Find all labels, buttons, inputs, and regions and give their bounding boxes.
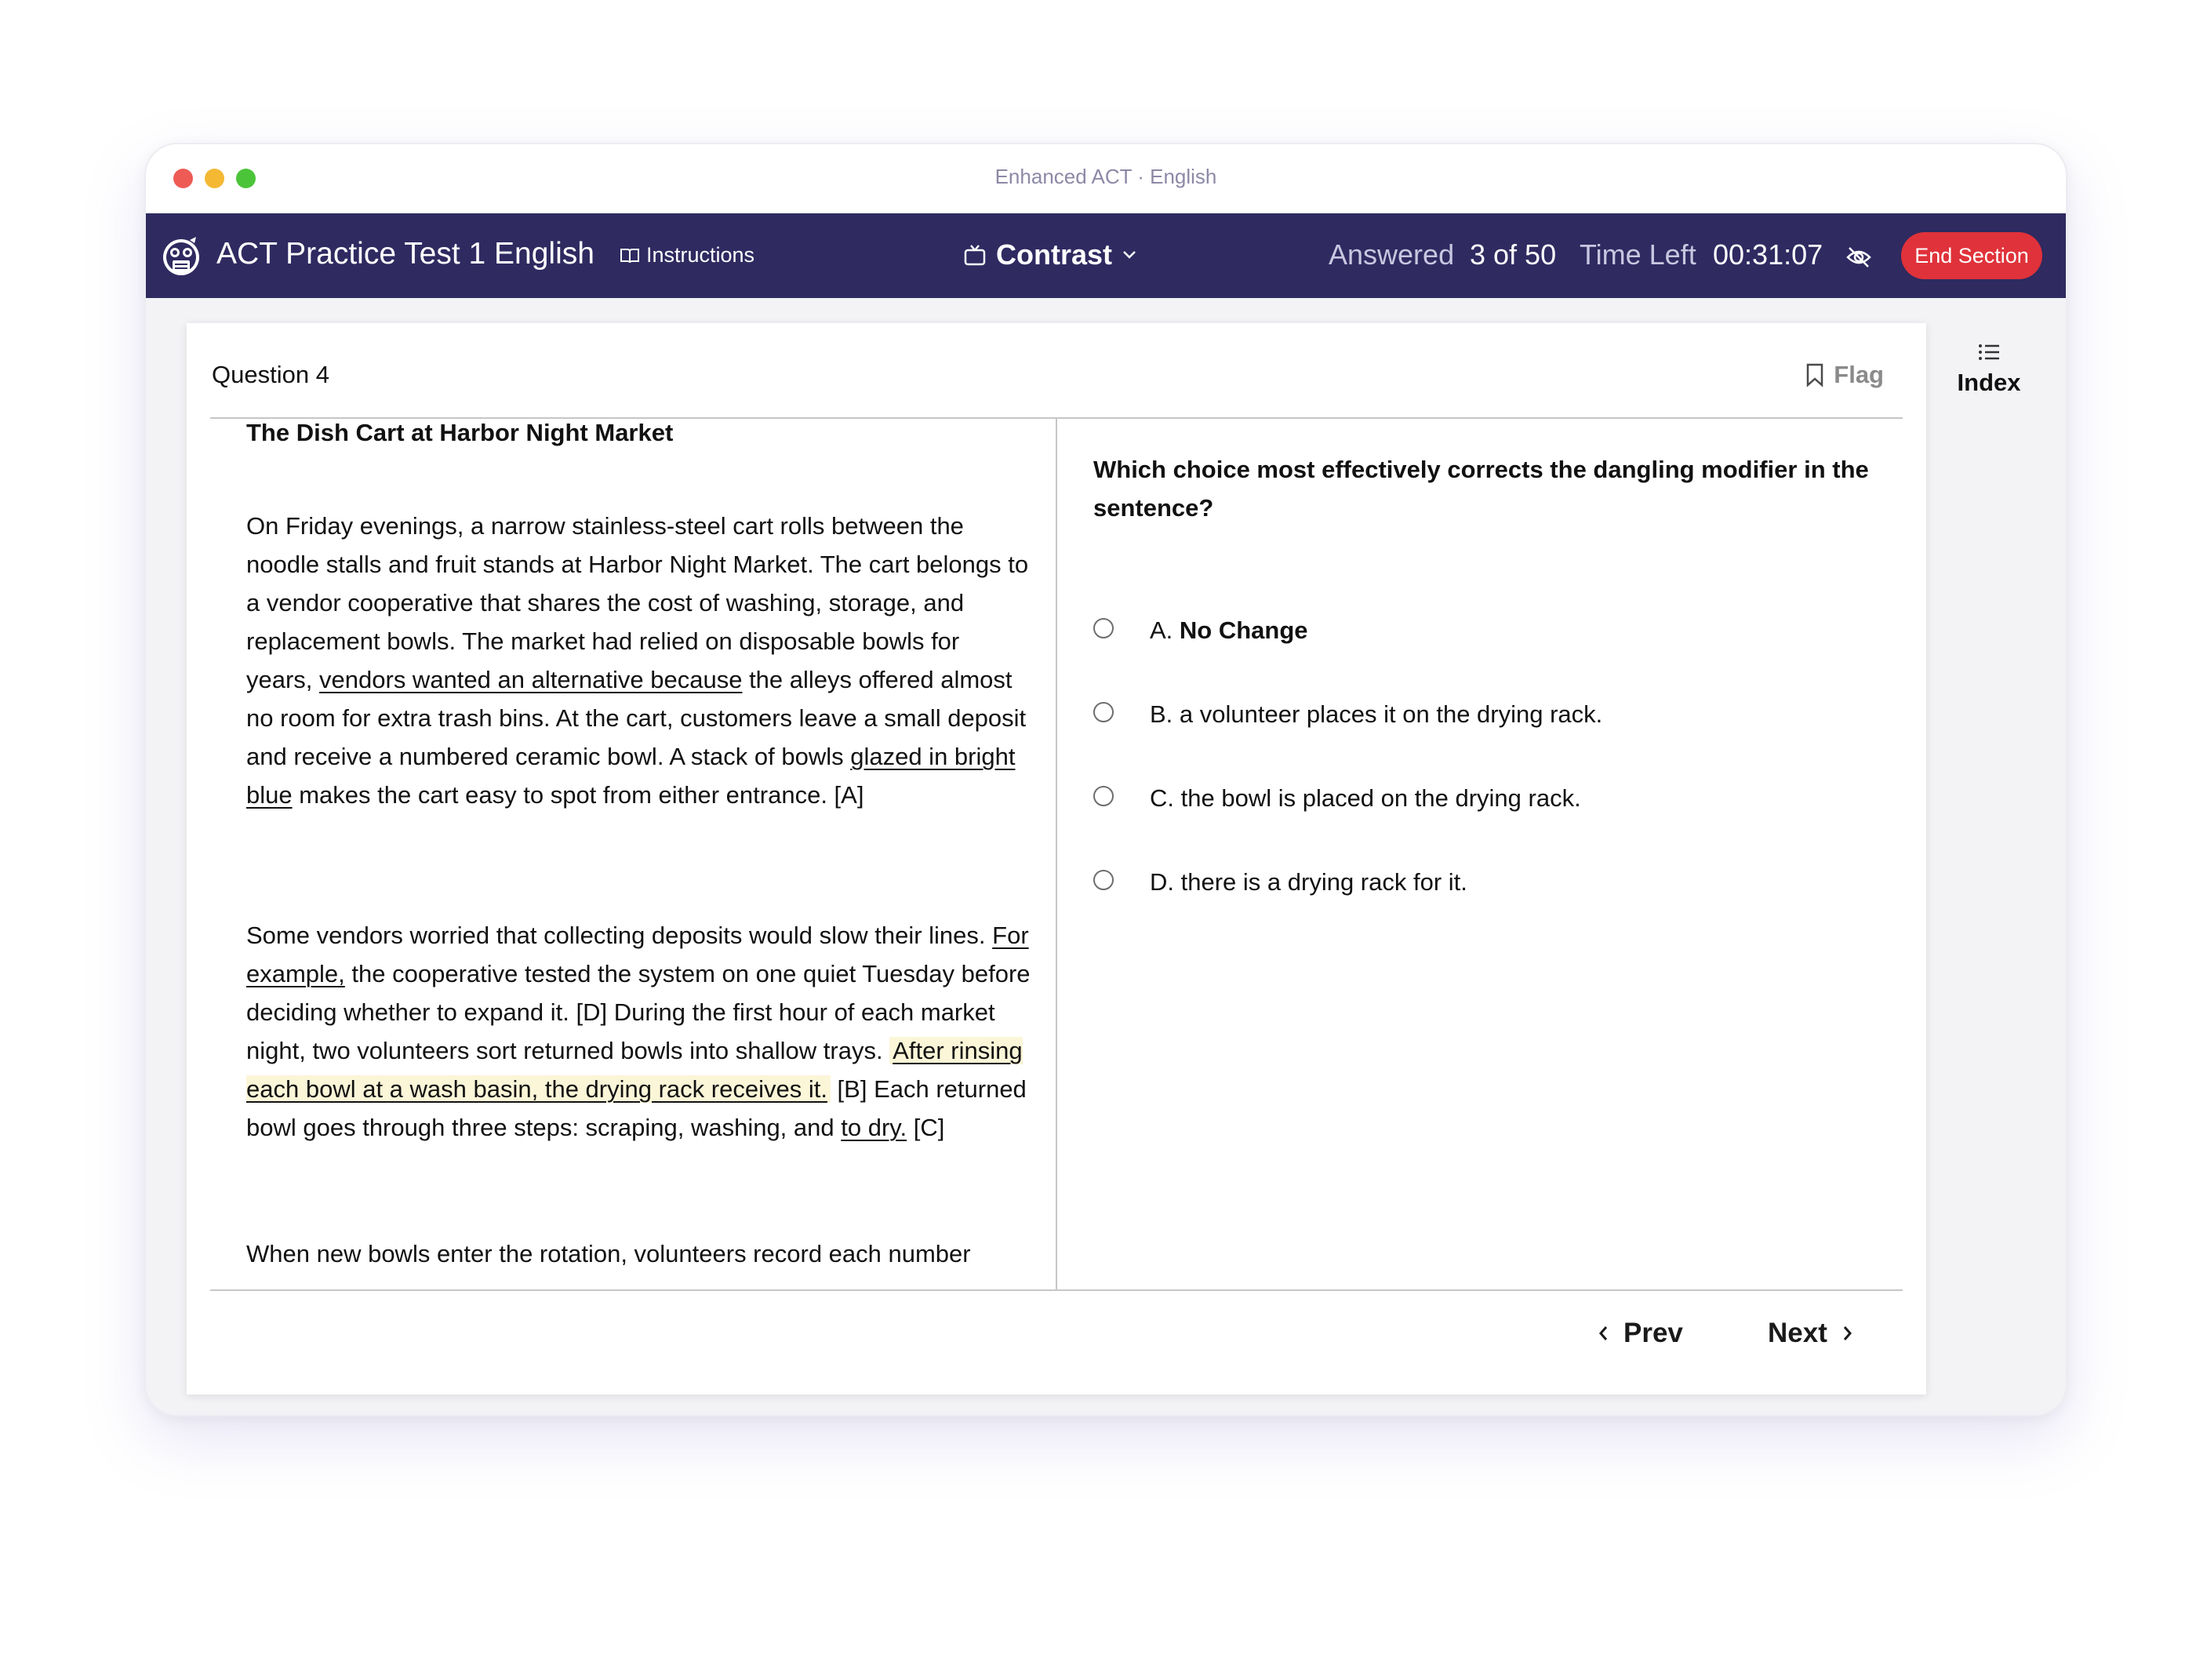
flag-label: Flag xyxy=(1834,361,1884,388)
next-button[interactable] xyxy=(1768,1318,1854,1349)
flag-button[interactable] xyxy=(1805,361,1884,389)
prev-button[interactable] xyxy=(1597,1318,1683,1349)
chevron-left-icon xyxy=(1597,1324,1609,1343)
eye-off-icon[interactable] xyxy=(1845,243,1873,271)
option-text: there is a drying rack for it. xyxy=(1180,868,1467,896)
option-letter: A. xyxy=(1150,616,1173,644)
radio-button[interactable] xyxy=(1093,618,1114,638)
end-section-button[interactable]: End Section xyxy=(1901,232,2042,279)
app-header xyxy=(146,213,2066,298)
question-number: Question 4 xyxy=(212,361,329,388)
answer-option-a[interactable] xyxy=(1093,607,1862,654)
contrast-dropdown[interactable] xyxy=(963,238,1137,271)
book-icon xyxy=(620,247,640,264)
answer-option-d[interactable] xyxy=(1093,859,1862,906)
contrast-label: Contrast xyxy=(996,238,1113,271)
answered-count: 3 of 50 xyxy=(1470,238,1557,271)
underlined-portion[interactable]: glazed in bright blue xyxy=(246,743,1016,809)
chevron-right-icon xyxy=(1842,1324,1854,1343)
highlighted-target-sentence[interactable]: After rinsing each bowl at a wash basin, the drying rack receives it. xyxy=(246,1037,1023,1103)
question-card xyxy=(187,323,1926,1395)
answered-label: Answered xyxy=(1329,238,1455,271)
instructions-label: Instructions xyxy=(646,243,755,267)
passage-paragraph-2: Some vendors worried that collecting deposits would slow their lines. For example, the cooperative tested the system on one quiet Tuesday before deciding whether to expand it. [D] During the first hour of each market night, two volunteers sort returned bowls into shallow trays. After rinsing each bowl at a wash basin, the drying rack receives it. [B] Each returned bowl goes through three steps: scraping, washing, and to dry. [C] xyxy=(246,922,1031,1141)
passage-paragraph-1: On Friday evenings, a narrow stainless-steel cart rolls between the noodle stalls and fruit stands at Harbor Night Market. The cart belongs to a vendor cooperative that shares the cost of washing, storage, and replacement bowls. The market had relied on disposable bowls for years, vendors wanted an alternative because the alleys offered almost no room for extra trash bins. At the cart, customers leave a small deposit and receive a numbered ceramic bowl. A stack of bowls glazed in bright blue makes the cart easy to spot from either entrance. [A] xyxy=(246,512,1029,809)
app-window xyxy=(144,143,2067,1416)
mascot-logo-icon xyxy=(160,234,202,279)
instructions-button[interactable] xyxy=(620,243,754,267)
passage-paragraph-3: When new bowls enter the rotation, volunteers record each number xyxy=(246,1240,971,1267)
underlined-portion[interactable]: For example, xyxy=(246,922,1029,987)
tv-icon xyxy=(963,243,987,267)
question-prompt: Which choice most effectively corrects the dangling modifier in the sentence? xyxy=(1093,456,1869,522)
question-pane xyxy=(1057,419,1903,1289)
option-letter: C. xyxy=(1150,784,1174,812)
radio-button[interactable] xyxy=(1093,786,1114,806)
list-icon xyxy=(1976,340,2002,364)
prev-label: Prev xyxy=(1623,1318,1683,1348)
option-letter: D. xyxy=(1150,868,1174,896)
option-text: No Change xyxy=(1179,616,1308,644)
index-button[interactable] xyxy=(1934,340,2044,419)
passage-pane[interactable] xyxy=(210,419,1056,1289)
time-left-value: 00:31:07 xyxy=(1713,238,1823,271)
window-titlebar xyxy=(146,144,2066,213)
underlined-portion[interactable]: vendors wanted an alternative because xyxy=(319,666,743,693)
chevron-down-icon xyxy=(1122,249,1137,260)
answer-option-b[interactable] xyxy=(1093,691,1862,738)
time-left-label: Time Left xyxy=(1580,238,1696,271)
option-text: the bowl is placed on the drying rack. xyxy=(1180,784,1581,812)
radio-button[interactable] xyxy=(1093,870,1114,890)
index-label: Index xyxy=(1957,369,2021,396)
window-title: Enhanced ACT · English xyxy=(994,165,1217,188)
underlined-portion[interactable]: to dry. xyxy=(841,1114,907,1141)
bookmark-icon xyxy=(1805,362,1824,387)
option-letter: B. xyxy=(1150,700,1173,728)
app-title: ACT Practice Test 1 English xyxy=(216,237,594,271)
passage-title: The Dish Cart at Harbor Night Market xyxy=(246,419,674,446)
bottom-divider xyxy=(210,1289,1903,1291)
radio-button[interactable] xyxy=(1093,702,1114,722)
option-text: a volunteer places it on the drying rack. xyxy=(1179,700,1603,728)
next-label: Next xyxy=(1768,1318,1827,1348)
answer-option-c[interactable] xyxy=(1093,775,1862,822)
